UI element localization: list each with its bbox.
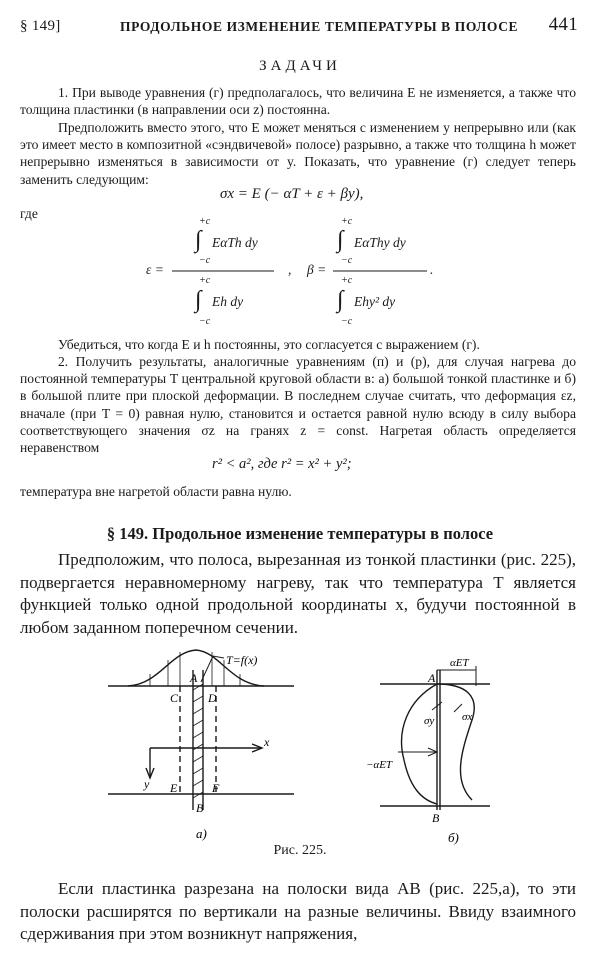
eps-num-lower-limit: −c (199, 255, 211, 266)
running-title: ПРОДОЛЬНОЕ ИЗМЕНЕНИЕ ТЕМПЕРАТУРЫ В ПОЛОСЕ (120, 19, 519, 34)
section-paragraph-2: Если пластинка разрезана на полоски вида AB (рис. 225,a), то эти полоски расширятся по вертикали на разные величины. Ввиду взаимного сдерживания при этом возникнут напряжения, (20, 879, 576, 943)
label-Tf: T=f(x) (226, 653, 258, 667)
section-heading: § 149. Продольное изменение температуры в полосе (106, 524, 494, 543)
label-F: F (212, 781, 220, 795)
beta-num-lower-limit: −c (341, 255, 353, 266)
figure-b (380, 666, 490, 810)
problem-1-check: Убедиться, что когда E и h постоянны, это согласуется с выражением (г). (58, 337, 480, 352)
label-C: C (170, 691, 179, 705)
sigma-x-curve (437, 684, 474, 800)
problem-1-task: Предположить вместо этого, что E может меняться с изменением y непрерывно или (как это имеет место в композитной «сэндвичевой» полосе) разрывно, а также что толщина h может непрерывно изменяться в зависимости от y. Показать, что уравнение (г) следует теперь заменить следующим: (20, 120, 576, 187)
problem-2-statement: 2. Получить результаты, аналогичные уравнениям (п) и (р), для случая нагрева до постоянной температуры T центральной круговой области в: а) большой тонкой пластинке и б) в большой плите при плоской деформации. В последнем случае считать, что деформация εz, вначале (при T = 0) равная нулю, становится и остается равной нулю всюду в силу выбора соответствующего значения σz на гранях z = const. Нагретая область определяется неравенством (20, 354, 576, 456)
epsilon-label: ε = (146, 262, 164, 277)
figure-225 (0, 640, 600, 845)
label-E: E (170, 781, 178, 795)
strip-hatching (193, 684, 203, 798)
equation-region: r² < a², где r² = x² + y²; (212, 456, 352, 472)
label-D: D (208, 691, 217, 705)
problem-1-statement: 1. При выводе уравнения (г) предполагалось, что величина E не изменяется, а также что толщина пластинки (в направлении оси z) постоянна. (20, 85, 576, 118)
label-sigma-y: σy (424, 715, 435, 727)
sigma-x-leader (454, 704, 462, 712)
beta-num-integral-icon: ∫ (337, 227, 344, 253)
figure-caption: Рис. 225. (273, 843, 327, 858)
section-reference: § 149] (20, 18, 61, 34)
beta-num-upper-limit: +c (341, 216, 353, 227)
beta-den-lower-limit: −c (341, 316, 353, 327)
section-paragraph-1: Предположим, что полоса, вырезанная из тонкой пластинки (рис. 225), подвергается неравномерному нагреву, так что температура T является функцией только одной продольной координаты x, будучи постоянной в любом заданном поперечном сечении. (20, 550, 576, 637)
eps-numerator: EαTh dy (212, 235, 258, 250)
page-number: 441 (548, 14, 578, 35)
label-B2: B (432, 811, 440, 825)
label-aET-left: −αET (366, 759, 393, 771)
sigma-y-curve (402, 684, 437, 804)
eps-den-integral-icon: ∫ (195, 287, 202, 313)
eps-den-upper-limit: +c (199, 275, 211, 286)
eps-comma: , (288, 262, 292, 277)
label-sigma-x: σx (462, 711, 473, 723)
label-y: y (144, 777, 150, 791)
beta-den-upper-limit: +c (341, 275, 353, 286)
label-A2: A (428, 671, 436, 685)
problem-2-end: температура вне нагретой области равна нулю. (20, 484, 292, 499)
equation-sigma-x: σx = E (− αT + ε + βy), (220, 186, 364, 202)
figure-a (108, 650, 294, 810)
eps-denominator: Eh dy (212, 294, 244, 309)
label-aET-top: αET (450, 657, 469, 669)
beta-denominator: Ehy² dy (354, 294, 396, 309)
leader-Tf (201, 656, 224, 682)
where-label: где (20, 206, 38, 221)
eps-num-upper-limit: +c (199, 216, 211, 227)
label-A: A (190, 671, 198, 685)
label-x: x (264, 735, 270, 749)
beta-numerator: EαThy dy (354, 235, 406, 250)
eps-num-integral-icon: ∫ (195, 227, 202, 253)
running-head (20, 14, 578, 40)
beta-den-integral-icon: ∫ (337, 287, 344, 313)
label-a: а) (196, 826, 207, 841)
label-B: B (196, 801, 204, 815)
beta-label: β = (307, 262, 327, 277)
beta-period: . (430, 262, 434, 277)
problems-heading: ЗАДАЧИ (259, 58, 341, 74)
label-b: б) (448, 830, 459, 845)
eps-den-lower-limit: −c (199, 316, 211, 327)
